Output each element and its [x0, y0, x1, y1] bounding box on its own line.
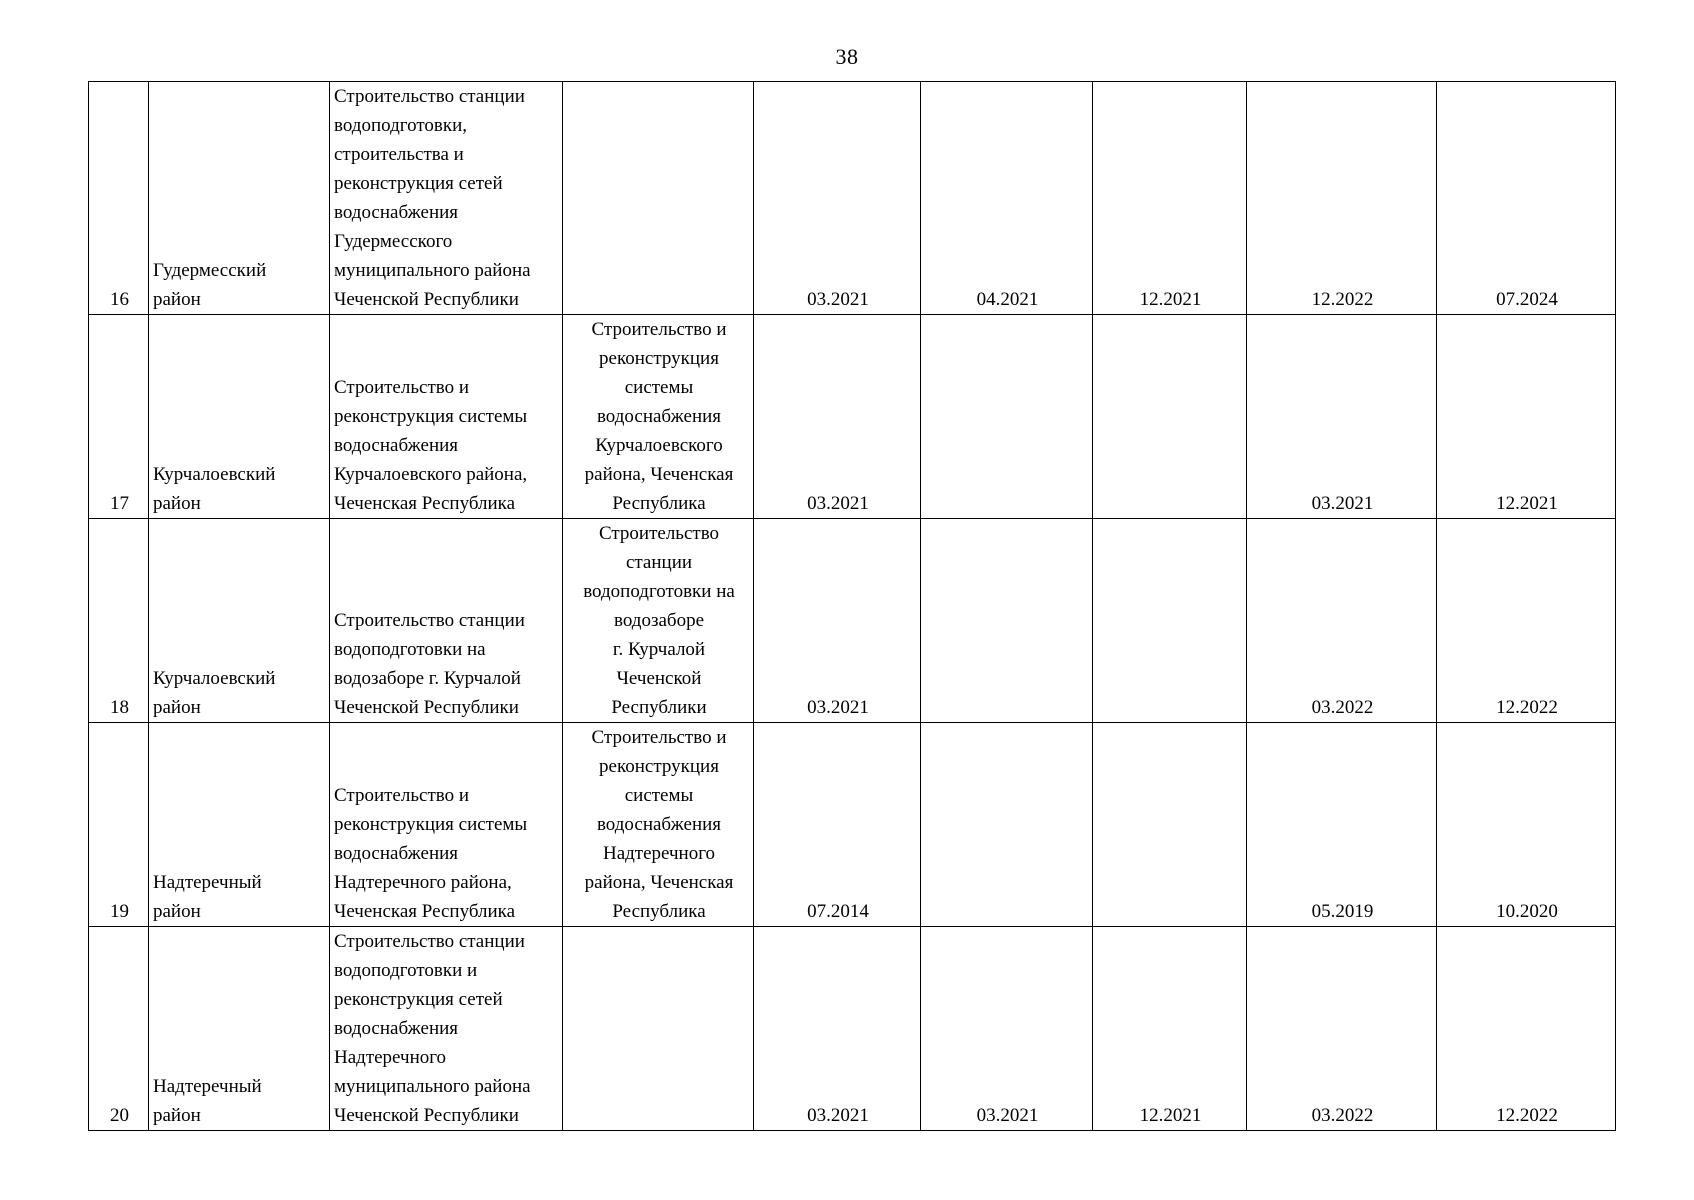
date-cell: 03.2021	[754, 927, 921, 1131]
date-cell: 12.2022	[1437, 927, 1616, 1131]
date-cell: 07.2024	[1437, 82, 1616, 315]
date-cell: 12.2021	[1093, 82, 1247, 315]
project-name-cell: Строительство станции водоподготовки на водозаборе г. Курчалой Чеченской Республики	[330, 519, 563, 723]
date-cell	[1093, 519, 1247, 723]
date-cell: 04.2021	[921, 82, 1093, 315]
project-description-cell	[563, 82, 754, 315]
row-number: 20	[89, 927, 149, 1131]
project-description-cell: Строительство и реконструкция системы водоснабжения Надтеречного района, Чеченская Республика	[563, 723, 754, 927]
date-cell: 12.2021	[1437, 315, 1616, 519]
date-cell: 12.2022	[1247, 82, 1437, 315]
date-cell: 05.2019	[1247, 723, 1437, 927]
date-cell: 03.2021	[754, 519, 921, 723]
date-cell: 03.2021	[754, 82, 921, 315]
date-cell: 12.2022	[1437, 519, 1616, 723]
date-cell: 10.2020	[1437, 723, 1616, 927]
date-cell: 07.2014	[754, 723, 921, 927]
row-number: 18	[89, 519, 149, 723]
date-cell: 03.2021	[921, 927, 1093, 1131]
project-name-cell: Строительство станции водоподготовки, строительства и реконструкция сетей водоснабжения Гудермесского муниципального района Чеченской Республики	[330, 82, 563, 315]
date-cell: 03.2021	[1247, 315, 1437, 519]
table-row	[89, 82, 1616, 315]
district-cell: Курчалоевский район	[149, 519, 330, 723]
table-row	[89, 519, 1616, 723]
date-cell: 03.2022	[1247, 519, 1437, 723]
date-cell: 03.2022	[1247, 927, 1437, 1131]
table-row	[89, 315, 1616, 519]
project-name-cell: Строительство и реконструкция системы водоснабжения Надтеречного района, Чеченская Республика	[330, 723, 563, 927]
project-description-cell: Строительство и реконструкция системы водоснабжения Курчалоевского района, Чеченская Республика	[563, 315, 754, 519]
row-number: 17	[89, 315, 149, 519]
project-description-cell	[563, 927, 754, 1131]
row-number: 19	[89, 723, 149, 927]
project-description-cell: Строительство станции водоподготовки на водозаборе г. Курчалой Чеченской Республики	[563, 519, 754, 723]
district-cell: Гудермесский район	[149, 82, 330, 315]
date-cell	[921, 315, 1093, 519]
date-cell: 03.2021	[754, 315, 921, 519]
table-row	[89, 723, 1616, 927]
page-number: 38	[835, 44, 859, 69]
table-row	[89, 927, 1616, 1131]
date-cell: 12.2021	[1093, 927, 1247, 1131]
row-number: 16	[89, 82, 149, 315]
project-name-cell: Строительство станции водоподготовки и реконструкция сетей водоснабжения Надтеречного муниципального района Чеченской Республики	[330, 927, 563, 1131]
projects-table	[88, 81, 1616, 1131]
project-name-cell: Строительство и реконструкция системы водоснабжения Курчалоевского района, Чеченская Республика	[330, 315, 563, 519]
district-cell: Надтеречный район	[149, 927, 330, 1131]
date-cell	[921, 723, 1093, 927]
date-cell	[1093, 315, 1247, 519]
date-cell	[1093, 723, 1247, 927]
district-cell: Надтеречный район	[149, 723, 330, 927]
date-cell	[921, 519, 1093, 723]
district-cell: Курчалоевский район	[149, 315, 330, 519]
